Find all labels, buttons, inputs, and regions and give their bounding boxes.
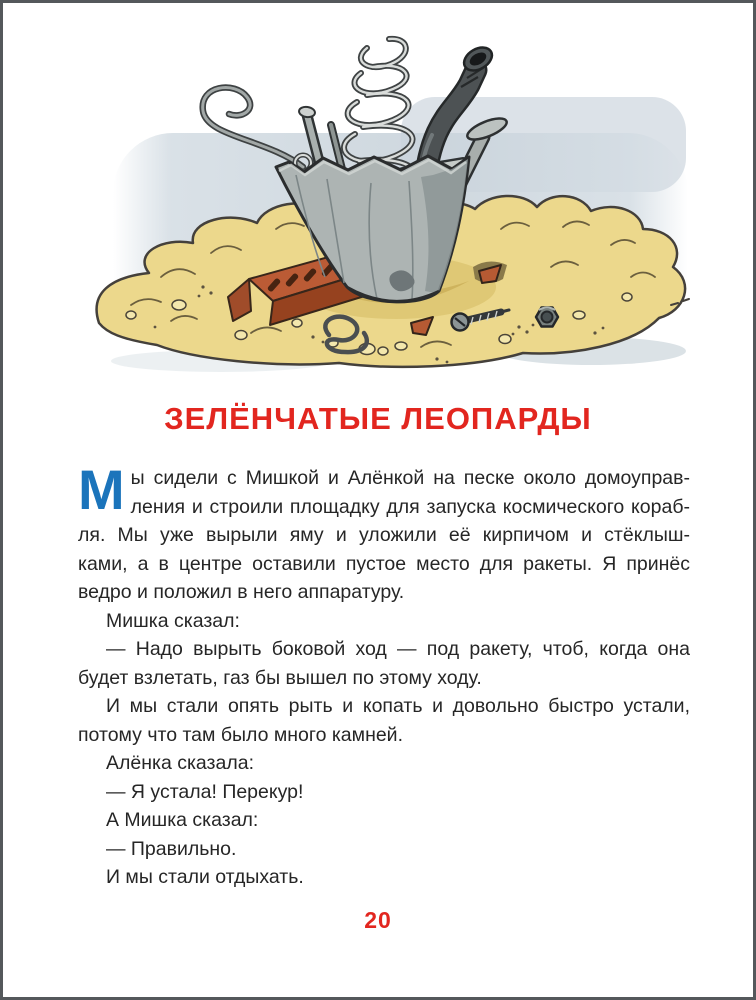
bucket-in-sandpile-illustration	[71, 15, 691, 387]
hex-nut	[536, 308, 558, 327]
story-line: ления и строили площадку для запуска космического кораб-	[130, 495, 690, 518]
story-line: Мишка сказал:	[106, 609, 240, 632]
story-line: ведро и положил в него аппаратуру.	[78, 581, 405, 603]
story-line: А Мишка сказал:	[106, 809, 259, 831]
story-line: — Надо вырыть боковой ход — под ракету, чтоб, когда она	[106, 638, 690, 660]
story-line: ками, а в центре оставили пустое место для ракеты. Я принёс	[78, 552, 690, 575]
page-number: 20	[364, 907, 392, 933]
story-line: будет взлетать, газ бы вышел по этому ходу.	[78, 666, 482, 689]
story-line: И мы стали отдыхать.	[106, 866, 304, 888]
story-line: ы сидели с Мишкой и Алёнкой на песке около домоуправ-	[130, 467, 690, 489]
story-line: ля. Мы уже вырыли яму и уложили её кирпичом и стёклыш-	[78, 524, 690, 546]
drop-cap: М	[78, 458, 125, 521]
story-line: — Я устала! Перекур!	[106, 780, 304, 803]
chapter-title: ЗЕЛЁНЧАТЫЕ ЛЕОПАРДЫ	[164, 401, 592, 436]
story-line: потому что там было много камней.	[78, 723, 403, 746]
story-line: — Правильно.	[106, 837, 237, 860]
story-line: И мы стали опять рыть и копать и довольно быстро устали,	[106, 695, 690, 717]
story-text	[78, 458, 690, 892]
story-line: Алёнка сказала:	[106, 752, 254, 774]
